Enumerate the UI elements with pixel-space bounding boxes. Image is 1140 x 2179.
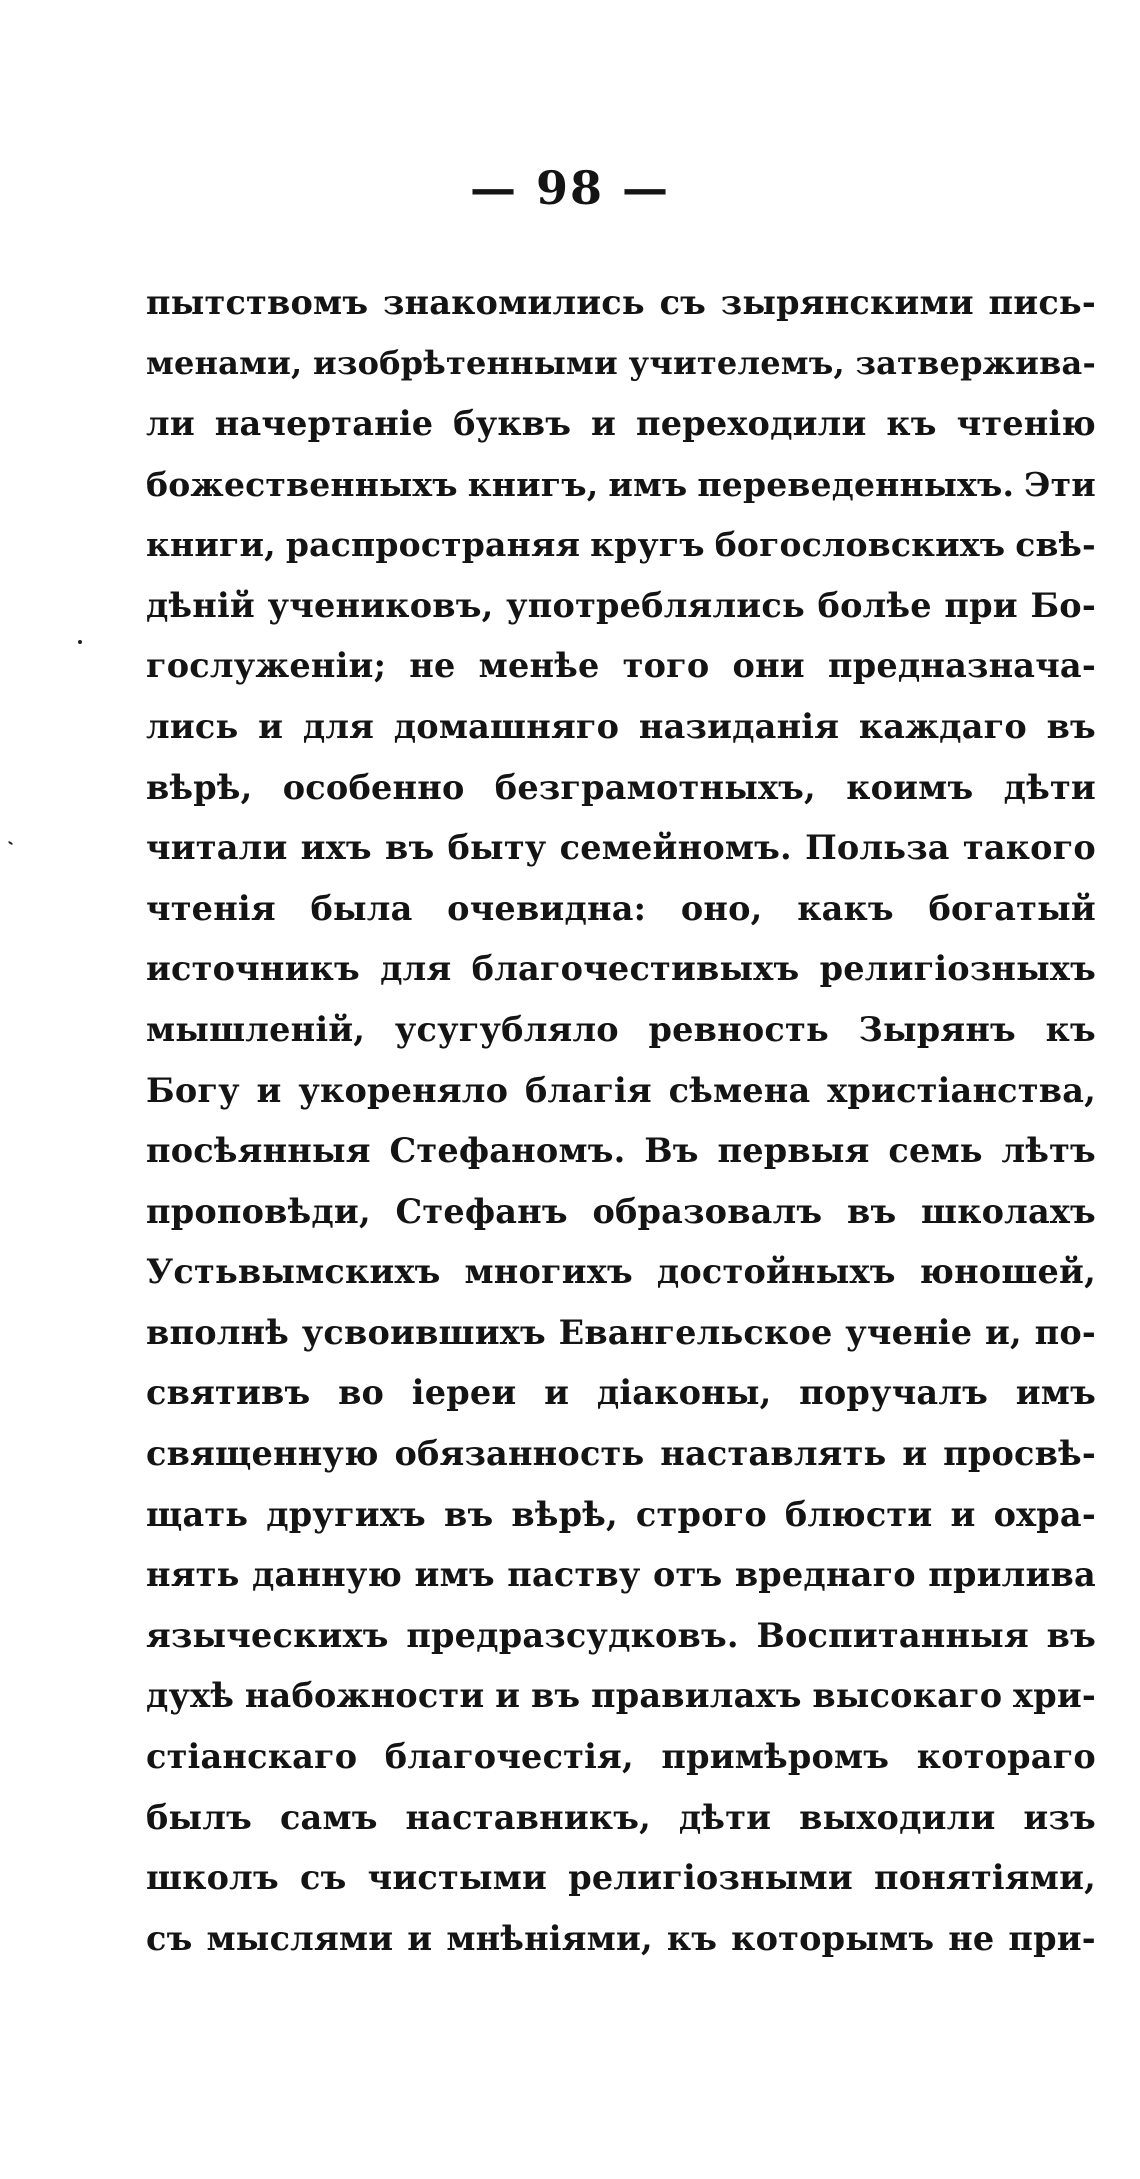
word: особенно <box>282 767 465 807</box>
word: Стефанъ <box>395 1191 568 1231</box>
word: котораго <box>916 1737 1096 1777</box>
word: понятіями, <box>874 1858 1096 1898</box>
text-line <box>146 333 1096 394</box>
word: Евангельское <box>558 1312 833 1352</box>
word: книгъ, <box>467 464 599 504</box>
word: самъ <box>279 1797 378 1837</box>
word: для <box>380 949 452 989</box>
word: правилахъ <box>591 1676 802 1716</box>
word: лѣтъ <box>1001 1131 1096 1171</box>
word: образовалъ <box>592 1191 823 1231</box>
word: буквъ <box>453 403 572 443</box>
word: дѣній <box>146 585 255 625</box>
word: съ <box>300 1858 347 1898</box>
word: благочестія, <box>384 1737 634 1777</box>
word: въ <box>1046 1615 1096 1655</box>
word: семь <box>888 1131 983 1171</box>
text-line <box>146 636 1096 697</box>
word: семейномъ. <box>559 828 792 868</box>
word: учителемъ, <box>628 343 845 382</box>
word: пытствомъ <box>146 282 369 322</box>
word: въ <box>443 1494 494 1534</box>
word: кругъ <box>590 525 705 565</box>
word: лись <box>146 706 239 746</box>
word: священную <box>146 1434 379 1474</box>
word: каждаго <box>858 706 1027 746</box>
word: школъ <box>146 1858 279 1898</box>
text-line <box>146 1666 1096 1727</box>
word: которымъ <box>731 1918 935 1958</box>
word: къ <box>666 1918 718 1958</box>
word: во <box>338 1373 385 1413</box>
text-line <box>146 1363 1096 1424</box>
word: посѣянныя <box>146 1131 371 1171</box>
word: вѣрѣ, <box>511 1494 618 1534</box>
word: при- <box>1008 1918 1096 1958</box>
word: имъ <box>608 464 688 504</box>
text-line <box>146 1242 1096 1303</box>
text-line <box>146 272 1096 333</box>
word: сѣмена <box>668 1070 811 1110</box>
word: школахъ <box>921 1191 1096 1231</box>
word: и <box>591 403 617 443</box>
text-line <box>146 1605 1096 1666</box>
word: переходили <box>635 403 867 443</box>
word: такого <box>962 828 1096 868</box>
word: Польза <box>805 828 950 868</box>
word: іереи <box>411 1373 517 1413</box>
text-line <box>146 696 1096 757</box>
word: святивъ <box>146 1373 311 1413</box>
word: религіозныхъ <box>819 949 1096 989</box>
word: и <box>258 706 284 746</box>
text-line <box>146 757 1096 818</box>
word: набожности <box>244 1676 485 1716</box>
word: мышленій, <box>146 1009 366 1049</box>
word: языческихъ <box>146 1615 389 1655</box>
text-line <box>146 1484 1096 1545</box>
word: богатый <box>928 888 1096 928</box>
word: укореняло <box>298 1070 509 1110</box>
word: дѣти <box>678 1797 772 1837</box>
word: первыя <box>717 1131 870 1171</box>
word: вполнѣ <box>146 1312 290 1352</box>
word: въ <box>1046 706 1096 746</box>
word: учениковъ, <box>267 585 494 625</box>
word: была <box>310 888 413 928</box>
word: знакомились <box>382 282 645 322</box>
text-line <box>146 1544 1096 1605</box>
word: и <box>495 1676 521 1716</box>
word: стіанскаго <box>146 1737 358 1777</box>
word: усвоившихъ <box>301 1312 546 1352</box>
word: многихъ <box>464 1252 633 1292</box>
word: предназнача- <box>827 646 1096 686</box>
word: блюсти <box>784 1494 933 1534</box>
word: чтенію <box>956 403 1096 443</box>
word: и <box>256 1070 282 1110</box>
word: прилива <box>928 1555 1096 1595</box>
word: переведенныхъ. <box>697 464 1015 504</box>
word: Устьвымскихъ <box>146 1252 441 1292</box>
word: изъ <box>1023 1797 1096 1837</box>
word: данную <box>252 1555 403 1595</box>
word: ученіе <box>845 1312 973 1352</box>
word: и <box>407 1918 433 1958</box>
word: усугубляло <box>394 1009 619 1049</box>
text-line <box>146 1060 1096 1121</box>
word: другихъ <box>266 1494 426 1534</box>
word: благія <box>524 1070 652 1110</box>
word: затвержива- <box>855 343 1096 382</box>
word: Зырянъ <box>858 1009 1016 1049</box>
word: какъ <box>797 888 894 928</box>
word: при <box>944 585 1018 625</box>
word: вреднаго <box>734 1555 916 1595</box>
word: былъ <box>146 1797 253 1837</box>
word: наставлять <box>660 1434 887 1474</box>
word: свѣ- <box>1015 525 1096 565</box>
word: благочестивыхъ <box>471 949 800 989</box>
word: чистыми <box>367 1858 548 1898</box>
word: распространяя <box>285 525 581 565</box>
word: по- <box>1034 1312 1096 1352</box>
page-number: — 98 — <box>469 161 671 215</box>
margin-speck <box>78 640 82 644</box>
word: наставникъ, <box>405 1797 652 1837</box>
word: хри- <box>1013 1676 1096 1716</box>
word: оно, <box>680 888 763 928</box>
word: въ <box>846 1191 897 1231</box>
word: мнѣніями, <box>446 1918 653 1958</box>
word: вѣрѣ, <box>146 767 253 807</box>
word: юношей, <box>919 1252 1096 1292</box>
word: источникъ <box>146 949 360 989</box>
word: чтенія <box>146 888 276 928</box>
word: предразсудковъ. <box>406 1615 739 1655</box>
word: имъ <box>1015 1373 1096 1413</box>
word: съ <box>659 282 707 322</box>
word: дѣти <box>1003 767 1096 807</box>
word: къ <box>886 403 937 443</box>
word: щать <box>146 1494 249 1534</box>
text-line <box>146 939 1096 1000</box>
word: не <box>948 1918 995 1958</box>
text-line <box>146 1181 1096 1242</box>
word: богословскихъ <box>714 525 1006 565</box>
word: проповѣди, <box>146 1191 371 1231</box>
word: въ <box>530 1676 581 1716</box>
word: того <box>622 646 710 686</box>
word: отъ <box>652 1555 723 1595</box>
word: ревность <box>648 1009 829 1049</box>
text-line <box>146 1787 1096 1848</box>
word: обязанность <box>394 1434 645 1474</box>
word: діаконы, <box>596 1373 772 1413</box>
word: и <box>544 1373 570 1413</box>
word: къ <box>1045 1009 1096 1049</box>
text-line <box>146 1423 1096 1484</box>
word: христіанства, <box>827 1070 1096 1110</box>
word: охра- <box>993 1494 1096 1534</box>
word: и, <box>984 1312 1022 1352</box>
word: ихъ <box>300 828 372 868</box>
word: не <box>409 646 456 686</box>
word: зырянскими <box>720 282 974 322</box>
word: религіозными <box>568 1858 853 1898</box>
word: книги, <box>146 525 276 565</box>
text-line <box>146 1847 1096 1908</box>
word: начертаніе <box>214 403 434 443</box>
word: гослуженіи; <box>146 646 387 686</box>
word: Бо- <box>1030 585 1096 625</box>
word: поручалъ <box>799 1373 989 1413</box>
text-line <box>146 1120 1096 1181</box>
word: пись- <box>988 282 1096 322</box>
word: Въ <box>644 1131 699 1171</box>
word: менами, <box>146 343 303 382</box>
word: мыслями <box>206 1918 394 1958</box>
word: съ <box>146 1918 193 1958</box>
text-line <box>146 393 1096 454</box>
word: въ <box>384 828 435 868</box>
word: назиданія <box>638 706 840 746</box>
word: болѣе <box>817 585 932 625</box>
word: менѣе <box>478 646 600 686</box>
word: для <box>302 706 375 746</box>
word: безграмотныхъ, <box>494 767 816 807</box>
word: просвѣ- <box>943 1434 1096 1474</box>
word: примѣромъ <box>661 1737 890 1777</box>
word: строго <box>635 1494 767 1534</box>
word: употреблялись <box>506 585 805 625</box>
word: Воспитанныя <box>756 1615 1029 1655</box>
margin-speck <box>8 841 13 846</box>
word: достойныхъ <box>656 1252 896 1292</box>
word: ли <box>146 403 195 443</box>
body-text <box>146 272 1096 1969</box>
word: домашняго <box>393 706 620 746</box>
text-line <box>146 999 1096 1060</box>
word: быту <box>447 828 547 868</box>
text-line <box>146 514 1096 575</box>
word: очевидна: <box>447 888 647 928</box>
word: паству <box>507 1555 641 1595</box>
word: выходили <box>799 1797 996 1837</box>
word: высокаго <box>812 1676 1003 1716</box>
text-line <box>146 454 1096 515</box>
text-line <box>146 817 1096 878</box>
text-line <box>146 878 1096 939</box>
word: Богу <box>146 1070 240 1110</box>
word: изобрѣтенными <box>313 343 618 382</box>
word: они <box>732 646 805 686</box>
word: читали <box>146 828 288 868</box>
word: и <box>950 1494 976 1534</box>
word: нять <box>146 1555 240 1595</box>
word: духѣ <box>146 1676 235 1716</box>
word: Стефаномъ. <box>389 1131 626 1171</box>
word: имъ <box>414 1555 495 1595</box>
text-line <box>146 575 1096 636</box>
word: и <box>902 1434 928 1474</box>
word: коимъ <box>846 767 974 807</box>
text-line <box>146 1908 1096 1969</box>
word: Эти <box>1024 464 1096 504</box>
text-line <box>146 1726 1096 1787</box>
text-line <box>146 1302 1096 1363</box>
word: божественныхъ <box>146 464 458 504</box>
